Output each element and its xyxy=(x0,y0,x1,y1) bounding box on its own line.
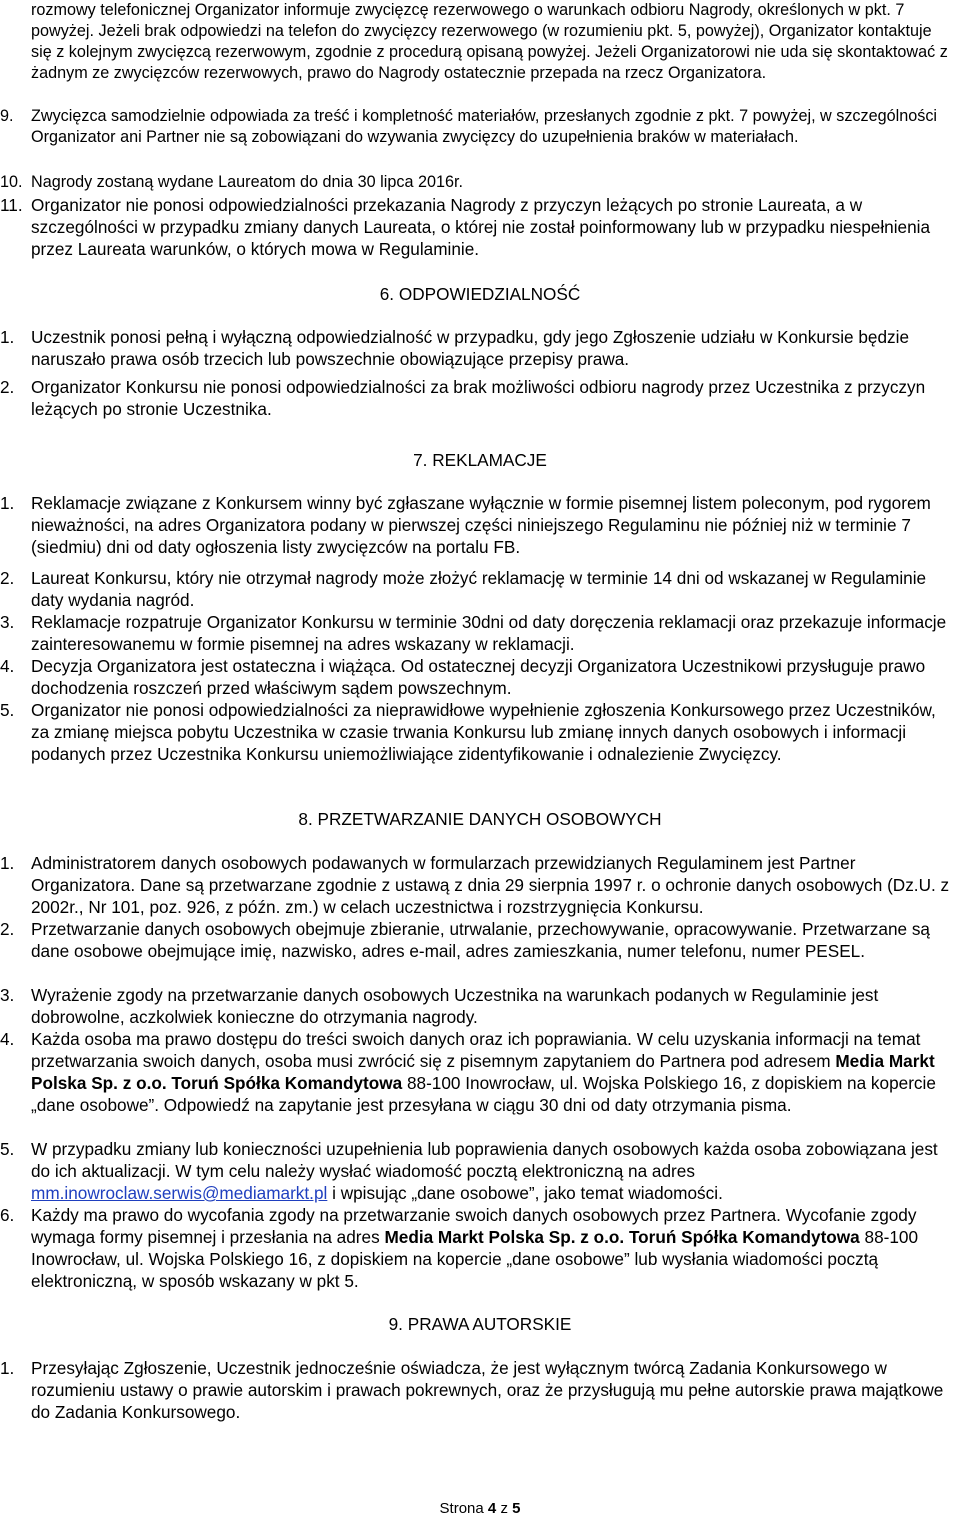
item-number: 9. xyxy=(0,107,14,125)
current-page-number: 4 xyxy=(487,1500,497,1517)
item-text: Wyrażenie zgody na przetwarzanie danych osobowych Uczestnika na warunkach podanych w Regulaminie jest dobrowolne, aczkolwiek konieczne do otrzymania nagrody. xyxy=(31,985,879,1027)
section8-item-1 xyxy=(0,852,960,918)
section8-item-3 xyxy=(0,984,960,1028)
item-number: 2. xyxy=(0,568,15,588)
section5-item-11 xyxy=(0,194,960,260)
section6-item-2 xyxy=(0,376,960,420)
item-text xyxy=(31,1204,960,1292)
item-text-part: 88-100 Inowrocław, ul. Wojska Polskiego 16, z dopiskiem na kopercie „dane osobowe”. Odpowiedź na zapytanie jest przesyłana w ciągu 30 dni od daty otrzymania pisma. xyxy=(31,1073,936,1115)
item-text: Organizator nie ponosi odpowiedzialności przekazania Nagrody z przyczyn leżących po stronie Laureata, a w szczególności w przypadku zmiany danych Laureata, o której nie został poinformowany lub w przypadku niespełnienia przez Laureata warunków, o których mowa w Regulaminie. xyxy=(31,195,931,259)
item-text xyxy=(31,1028,960,1116)
section5-item-10 xyxy=(0,172,960,193)
item-text: Administratorem danych osobowych podawanych w formularzach przewidzianych Regulaminem jest Partner Organizatora. Dane są przetwarzane zgodnie z ustawą z dnia 29 sierpnia 1997 r. o ochronie danych osobowych (Dz.U. z 2002r., Nr 101, poz. 926, z późn. zm.) w celach uczestnictwa i rozstrzygnięcia Konkursu. xyxy=(31,853,950,917)
item-text: Organizator nie ponosi odpowiedzialności za nieprawidłowe wypełnienie zgłoszenia Konkursowego przez Uczestników, za zmianę miejsca pobytu Uczestnika w czasie trwania Konkursu lub zmianę innych danych osobowych i informacji podanych przez Uczestnika Konkursu uniemożliwiające zidentyfikowanie i odnalezienie Zwycięzcy. xyxy=(31,700,936,764)
item-text: Nagrody zostaną wydane Laureatom do dnia 30 lipca 2016r. xyxy=(31,173,463,191)
item-number: 4. xyxy=(0,1029,15,1049)
email-link[interactable]: mm.inowroclaw.serwis@mediamarkt.pl xyxy=(31,1183,328,1203)
section8-item-6 xyxy=(0,1204,960,1292)
section-heading: 7. REKLAMACJE xyxy=(413,450,547,470)
item-number: 5. xyxy=(0,1139,15,1159)
item-text: Reklamacje związane z Konkursem winny być zgłaszane wyłącznie w formie pisemnej listem poleconym, pod rygorem nieważności, na adres Organizatora podany w pierwszej części niniejszego Regulaminu nie później niż w terminie 7 (siedmiu) dni od daty ogłoszenia listy zwycięzców na portalu FB. xyxy=(31,493,931,557)
section7-item-3 xyxy=(0,611,960,655)
item-number: 5. xyxy=(0,700,15,720)
section5-item-9 xyxy=(0,106,960,148)
total-pages-number: 5 xyxy=(512,1500,521,1517)
item-text-part: W przypadku zmiany lub konieczności uzupełnienia lub poprawienia danych osobowych każda osoba zobowiązana jest do ich aktualizacji. W tym celu należy wysłać wiadomość pocztą elektroniczną na adres xyxy=(31,1139,938,1181)
item-text: Reklamacje rozpatruje Organizator Konkursu w terminie 30dni od daty doręczenia reklamacji oraz przekazuje informacje zainteresowanemu w formie pisemnej na adres wskazany w reklamacji. xyxy=(31,612,947,654)
item-text-part: i wpisując „dane osobowe”, jako temat wiadomości. xyxy=(327,1183,723,1203)
page-footer xyxy=(0,1499,960,1519)
section9-item-1 xyxy=(0,1357,960,1423)
item-number: 3. xyxy=(0,985,15,1005)
item-text-part: 88-100 Inowrocław, ul. Wojska Polskiego 16, z dopiskiem na kopercie „dane osobowe” lub wysłania wiadomości pocztą elektroniczną, w sposób wskazany w pkt 5. xyxy=(31,1227,919,1291)
footer-separator: z xyxy=(500,1500,508,1517)
item-number: 4. xyxy=(0,656,15,676)
item-number: 1. xyxy=(0,493,15,513)
item-number: 11. xyxy=(0,195,23,215)
section7-item-2 xyxy=(0,567,960,611)
item-text: Przesyłając Zgłoszenie, Uczestnik jednocześnie oświadcza, że jest wyłącznym twórcą Zadania Konkursowego w rozumieniu ustawy o prawie autorskim i prawach pokrewnych, oraz że przysługują mu pełne autorskie prawa majątkowe do Zadania Konkursowego. xyxy=(31,1358,944,1422)
section7-item-4 xyxy=(0,655,960,699)
item-number: 1. xyxy=(0,1358,15,1378)
item-number: 3. xyxy=(0,612,15,632)
section7-item-1 xyxy=(0,492,960,558)
section7-item-5 xyxy=(0,699,960,765)
section8-item-5 xyxy=(0,1138,960,1204)
item-text: Organizator Konkursu nie ponosi odpowiedzialności za brak możliwości odbioru nagrody przez Uczestnika z przyczyn leżących po stronie Uczestnika. xyxy=(31,377,926,419)
section8-item-4 xyxy=(0,1028,960,1116)
partner-company-name: Media Markt Polska Sp. z o.o. Toruń Spółka Komandytowa xyxy=(384,1227,860,1247)
section5-continuation xyxy=(0,0,960,84)
footer-label: Strona xyxy=(439,1500,484,1517)
item-text: Uczestnik ponosi pełną i wyłączną odpowiedzialność w przypadku, gdy jego Zgłoszenie udziału w Konkursie będzie naruszało prawa osób trzecich lub powszechnie obowiązujące przepisy prawa. xyxy=(31,327,910,369)
section8-item-2 xyxy=(0,918,960,962)
item-number: 2. xyxy=(0,377,15,397)
section-heading: 9. PRAWA AUTORSKIE xyxy=(388,1314,572,1334)
item-number: 2. xyxy=(0,919,15,939)
item-text-part: Każdy ma prawo do wycofania zgody na przetwarzanie swoich danych osobowych przez Partnera. Wycofanie zgody wymaga formy pisemnej i przesłania na adres xyxy=(31,1205,917,1247)
item-number: 1. xyxy=(0,853,15,873)
item-text: Laureat Konkursu, który nie otrzymał nagrody może złożyć reklamację w terminie 14 dni od wskazanej w Regulaminie daty wydania nagród. xyxy=(31,568,927,610)
item-text: Decyzja Organizatora jest ostateczna i wiążąca. Od ostatecznej decyzji Organizatora Uczestnikowi przysługuje prawo dochodzenia roszczeń przed właściwym sądem powszechnym. xyxy=(31,656,926,698)
item-number: 6. xyxy=(0,1205,15,1225)
section-heading: 6. ODPOWIEDZIALNOŚĆ xyxy=(379,284,581,304)
item-text-part: Każda osoba ma prawo dostępu do treści swoich danych oraz ich poprawiania. W celu uzyskania informacji na temat przetwarzania swoich danych, osoba musi zwrócić się z pisemnym zapytaniem do Partnera pod adresem xyxy=(31,1029,921,1071)
item-text: Przetwarzanie danych osobowych obejmuje zbieranie, utrwalanie, przechowywanie, opracowywanie. Przetwarzane są dane osobowe obejmujące imię, nazwisko, adres e-mail, adres zamieszkania, numer telefonu, numer PESEL. xyxy=(31,919,930,961)
item-text xyxy=(31,1138,960,1204)
section6-item-1 xyxy=(0,326,960,370)
item-text: Zwycięzca samodzielnie odpowiada za treść i kompletność materiałów, przesłanych zgodnie z pkt. 7 powyżej, w szczególności Organizator ani Partner nie są zobowiązani do wzywania zwycięzcy do uzupełnienia braków w materiałach. xyxy=(31,107,938,146)
paragraph: rozmowy telefonicznej Organizator informuje zwycięzcę rezerwowego o warunkach odbioru Nagrody, określonych w pkt. 7 powyżej. Jeżeli brak odpowiedzi na telefon do zwycięzcy rezerwowego (w rozumieniu pkt. 5, powyżej), Organizator kontaktuje się z kolejnym zwycięzcą rezerwowym, zgodnie z procedurą opisaną powyżej. Jeżeli Organizatorowi nie uda się skontaktować z żadnym ze zwycięzców rezerwowych, prawo do Nagrody ostatecznie przepada na rzecz Organizatora. xyxy=(31,1,948,82)
section-heading: 8. PRZETWARZANIE DANYCH OSOBOWYCH xyxy=(298,809,662,829)
item-number: 1. xyxy=(0,327,15,347)
partner-company-name: Media Markt Polska Sp. z o.o. Toruń Spółka Komandytowa xyxy=(31,1051,935,1093)
item-number: 10. xyxy=(0,173,23,191)
